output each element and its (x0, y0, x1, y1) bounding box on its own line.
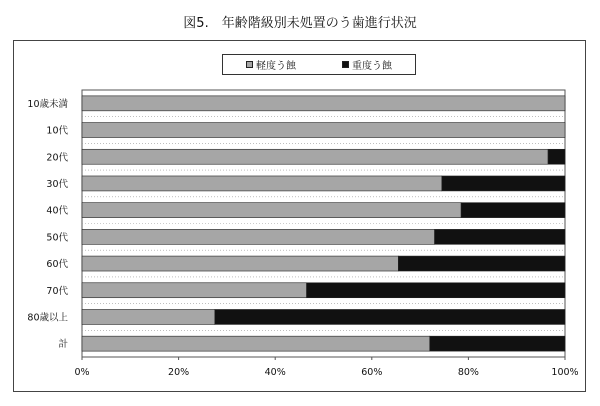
x-tick-label: 80% (457, 367, 479, 378)
chart-legend (222, 54, 416, 75)
chart-title: 図5. 年齢階級別未処置のう歯進行状況 (183, 16, 417, 31)
bar-mild-3 (82, 176, 442, 191)
bar-mild-4 (82, 203, 461, 218)
legend-swatch-mild (246, 61, 253, 68)
category-label: 40代 (46, 205, 68, 217)
bar-mild-8 (82, 309, 215, 324)
bar-severe-7 (307, 283, 565, 298)
bar-severe-8 (215, 309, 565, 324)
category-label: 60代 (46, 259, 68, 271)
category-label: 10代 (46, 125, 68, 137)
bar-mild-2 (82, 149, 548, 164)
category-label: 50代 (46, 232, 68, 244)
legend-label-mild: 軽度う蝕 (256, 61, 296, 72)
bar-mild-6 (82, 256, 398, 271)
x-tick-label: 20% (168, 367, 190, 378)
legend-item-severe (342, 57, 392, 72)
bar-severe-4 (461, 203, 565, 218)
x-tick-label: 100% (551, 367, 579, 378)
x-tick-label: 0% (74, 367, 90, 378)
category-label: 80歳以上 (27, 312, 68, 324)
bar-mild-1 (82, 123, 565, 138)
legend-swatch-severe (342, 61, 349, 68)
bar-severe-6 (398, 256, 565, 271)
bar-severe-3 (442, 176, 565, 191)
legend-label-severe: 重度う蝕 (352, 61, 392, 72)
bar-severe-5 (435, 229, 565, 244)
category-label: 計 (58, 339, 68, 351)
bar-severe-2 (548, 149, 565, 164)
bar-mild-7 (82, 283, 307, 298)
category-label: 30代 (46, 178, 68, 190)
category-label: 20代 (46, 152, 68, 164)
bar-mild-5 (82, 229, 435, 244)
legend-item-mild (246, 57, 296, 72)
bar-mild-0 (82, 96, 565, 111)
category-label: 10歳未満 (27, 98, 68, 110)
category-label: 70代 (46, 285, 68, 297)
x-tick-label: 60% (361, 367, 383, 378)
x-tick-label: 40% (264, 367, 286, 378)
bar-mild-9 (82, 336, 430, 351)
bar-severe-9 (430, 336, 565, 351)
